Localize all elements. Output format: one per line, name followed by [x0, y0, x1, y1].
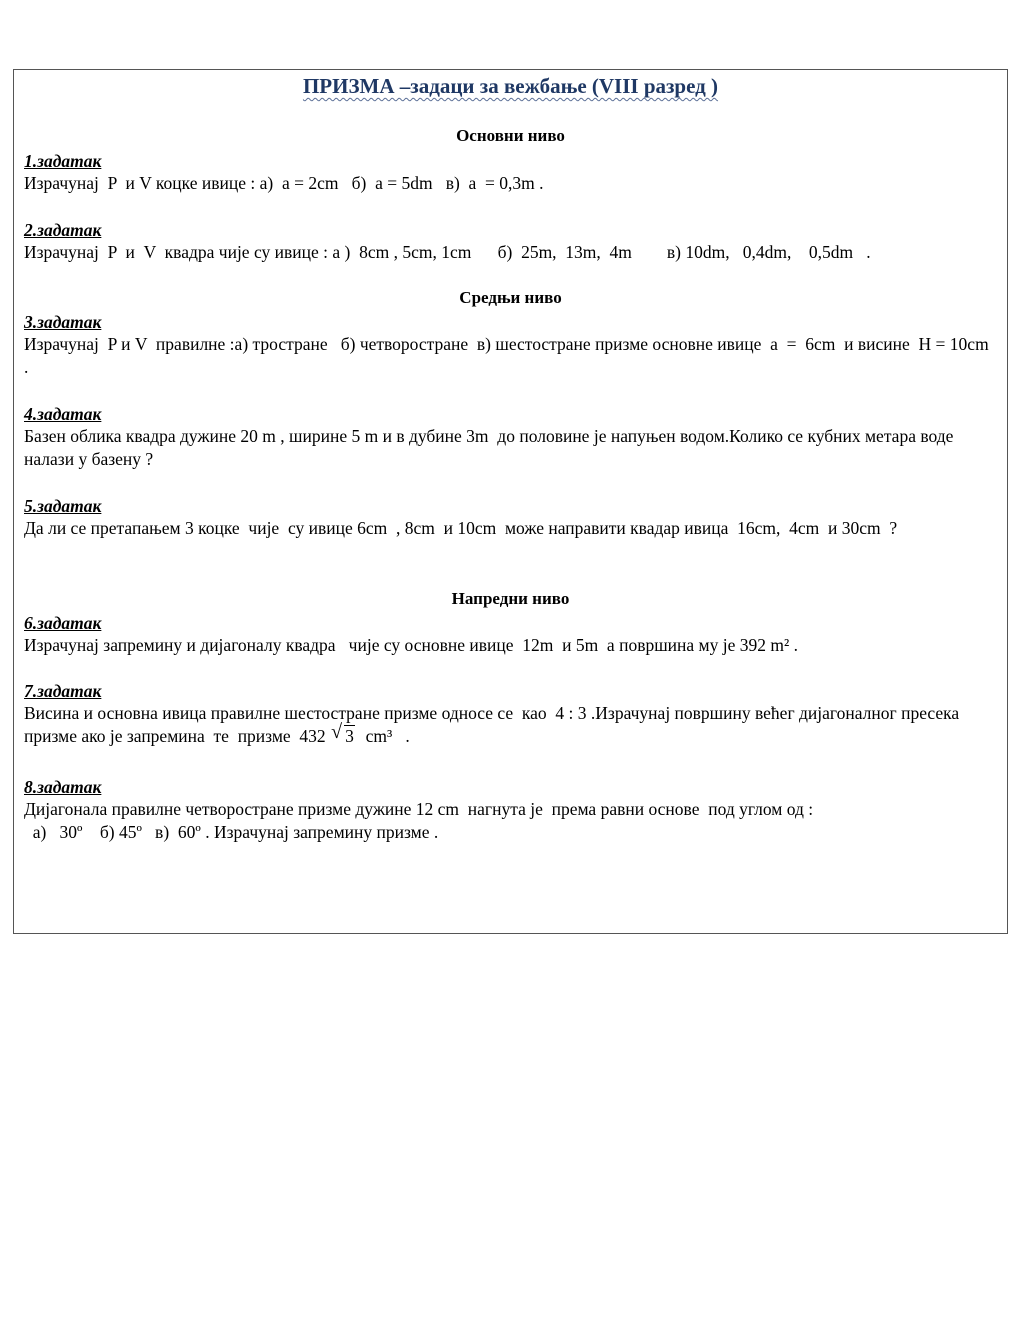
sqrt-sign-icon: √: [331, 721, 343, 743]
task-8: [24, 777, 991, 844]
task-7: [24, 681, 991, 748]
document-frame: [13, 69, 1008, 934]
task-6: [24, 613, 991, 657]
task-text: Да ли се претапањем 3 коцке чије су ивице 6cm , 8cm и 10cm може направити квадар ивица 16cm, 4cm и 30cm ?: [24, 518, 898, 538]
task-text-part: Висина и основна ивица правилне шестостране призме односе се као 4 : 3 .Израчунај површину већег дијагоналног пресека призме ако је запремина те призме 432: [24, 703, 964, 746]
task-2: [24, 220, 991, 264]
level-heading-advanced: Напредни ниво: [451, 589, 570, 608]
task-label: 2.задатак: [24, 220, 102, 240]
task-label: 5.задатак: [24, 496, 102, 516]
level-heading-basic: Основни ниво: [456, 126, 565, 145]
task-4: [24, 404, 991, 471]
task-text: Израчунај запремину и дијагоналу квадра чије су основне ивице 12m и 5m а површина му је 392 m² .: [24, 635, 798, 655]
task-label: 1.задатак: [24, 151, 102, 171]
task-text: Израчунај P и V правилне :а) тростране б) четворостране в) шестостране призме основне ивице a = 6cm и висине H = 10cm .: [24, 334, 998, 377]
task-3: [24, 312, 998, 379]
task-label: 6.задатак: [24, 613, 102, 633]
square-root: [331, 721, 355, 748]
task-text: Израчунај P и V коцке ивице : а) a = 2cm б) a = 5dm в) a = 0,3m .: [24, 173, 544, 193]
task-5: [24, 496, 991, 540]
task-label: 7.задатак: [24, 681, 102, 701]
task-text-part: cm³ .: [356, 726, 410, 746]
page-title: ПРИЗМА –задаци за вежбање (VIII разред ): [302, 74, 719, 98]
task-text: Базен облика квадра дужине 20 m , ширине 5 m и в дубине 3m до половине је напуњен водом.Колико се кубних метара воде налази у базену ?: [24, 426, 958, 469]
task-1: [24, 151, 991, 195]
task-text: Израчунај P и V квадра чије су ивице : а ) 8cm , 5cm, 1cm б) 25m, 13m, 4m в) 10dm, 0,4dm, 0,5dm .: [24, 242, 871, 262]
task-label: 3.задатак: [24, 312, 102, 332]
sqrt-radicand: 3: [345, 726, 354, 746]
level-heading-middle: Средњи ниво: [459, 288, 562, 307]
task-text: Дијагонала правилне четворостране призме дужине 12 cm нагнута је према равни основе под углом од : а) 30º б) 45º в) 60º . Израчунај запремину призме .: [24, 799, 814, 842]
task-label: 8.задатак: [24, 777, 102, 797]
task-text: [24, 702, 991, 748]
task-label: 4.задатак: [24, 404, 102, 424]
